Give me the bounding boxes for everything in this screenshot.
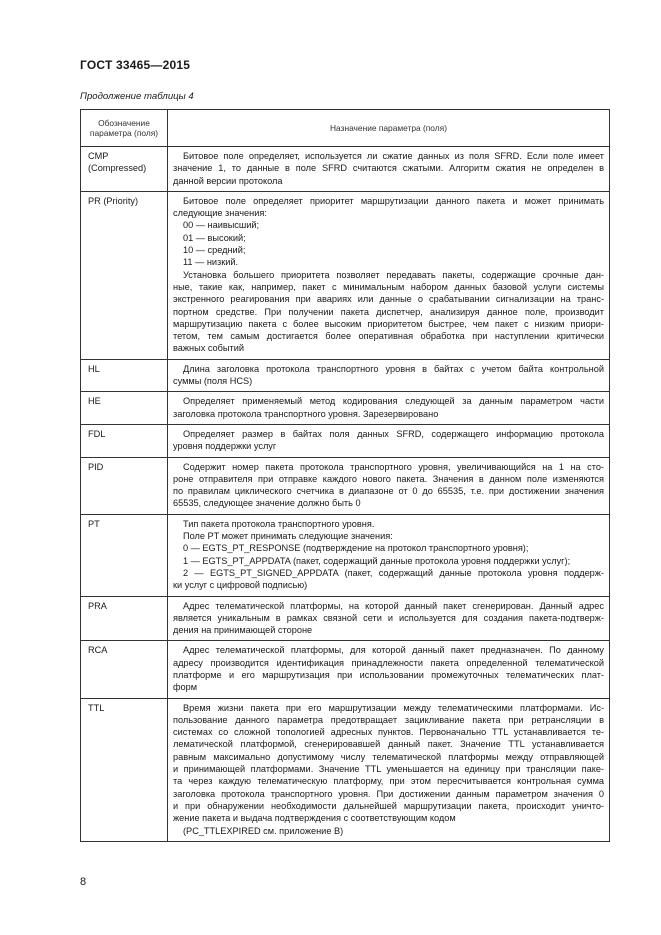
description-line: ные, такие как, например, пакет с минимальным набором данных базовой услуги системы xyxy=(173,281,604,292)
parameter-code: RCA xyxy=(88,645,108,656)
description-line: адресу производится идентификация принадлежности пакета определенной телематической xyxy=(173,657,604,668)
description-line: Адрес телематической платформы, для которой данный пакет предназначен. По данному xyxy=(183,645,604,656)
table-caption: Продолжение таблицы 4 xyxy=(80,91,194,102)
page-number: 8 xyxy=(80,876,87,888)
parameter-description-cell xyxy=(168,698,610,841)
description-line: 11 — низкий. xyxy=(183,257,239,268)
table-row xyxy=(81,596,610,641)
parameter-description-cell xyxy=(168,514,610,596)
description-line: та через каждую телематическую платформу, при этом пересчитывается контрольная сумма xyxy=(173,776,604,787)
description-line: пользование данного параметра предотвращает зацикливание пакета при ретрансляции в xyxy=(173,714,604,725)
description-line: лематической платформой, сгенерировавшей данный пакет. Значение TTL устанавливается xyxy=(173,739,604,750)
parameter-code: PRA xyxy=(88,600,107,611)
parameter-code: PID xyxy=(88,461,104,472)
description-line: Битовое поле определяет приоритет маршрутизации данного пакета и может принимать xyxy=(183,195,604,206)
table-row xyxy=(81,359,610,392)
description-line: портном средстве. При получении пакета диспетчер, анализируя данное поле, производит xyxy=(173,306,604,317)
description-line: тетом, тем самым достигается более оперативная обработка при наступлении критически xyxy=(173,331,604,342)
description-line: ки услуг с цифровой подписью) xyxy=(173,580,308,591)
parameter-code: TTL xyxy=(88,702,105,713)
parameters-table xyxy=(80,109,610,842)
description-line: Поле PT может принимать следующие значения: xyxy=(183,531,393,542)
parameter-description-cell xyxy=(168,147,610,192)
description-line: Тип пакета протокола транспортного уровня. xyxy=(183,518,375,529)
parameter-code-cell xyxy=(81,698,168,841)
description-line: заголовка протокола транспортного уровня. При достижении данным параметром значения 0 xyxy=(173,788,604,799)
description-line: является уникальным в рамках связной сети и используется для создания пакета-подтверж- xyxy=(173,612,604,623)
table-row xyxy=(81,641,610,698)
parameter-description-cell xyxy=(168,596,610,641)
table-row xyxy=(81,147,610,192)
description-line: 65535, следующее значение должно быть 0 xyxy=(173,498,361,509)
parameter-description-cell xyxy=(168,641,610,698)
description-line: по правилам циклического счетчика в диапазоне от 0 до 65535, т.е. при достижении значения xyxy=(173,486,604,497)
description-line: маршрутизацию пакета с более высоким приоритетом быстрее, чем пакет с низким приори- xyxy=(173,318,604,329)
description-line: системах со сложной топологией адресных пунктов. Первоначально TTL устанавливается те- xyxy=(173,727,604,738)
parameter-description-cell xyxy=(168,424,610,457)
description-line: и принимающей платформами. Значение TTL уменьшается на единицу при трансляции паке- xyxy=(173,764,604,775)
description-line: заголовка протокола транспортного уровня. Зарезервировано xyxy=(173,408,439,419)
parameter-code-cell xyxy=(81,392,168,425)
description-line: суммы (поля HCS) xyxy=(173,376,253,387)
description-line: Битовое поле определяет, используется ли сжатие данных из поля SFRD. Если поле имеет xyxy=(183,151,604,161)
description-line: форм xyxy=(173,682,198,693)
description-line: (PC_TTLEXPIRED см. приложение В) xyxy=(183,825,344,836)
parameter-description-cell xyxy=(168,191,610,359)
description-line: важных событий xyxy=(173,343,245,354)
parameter-code-cell xyxy=(81,596,168,641)
description-line: 00 — наивысший; xyxy=(183,220,260,231)
parameter-code-cell xyxy=(81,424,168,457)
parameter-code: CMP xyxy=(88,151,109,161)
description-line: экстренного реагирования при авариях или данные о срабатывании сигнализации на транс- xyxy=(173,294,604,305)
description-line: данной версии протокола xyxy=(173,175,283,186)
parameter-code: PR (Priority) xyxy=(88,195,139,206)
description-line: 1 — EGTS_PT_APPDATA (пакет, содержащий данные протокола уровня поддержки услуг); xyxy=(183,555,571,566)
table-row xyxy=(81,457,610,514)
description-line: Определяет размер в байтах поля данных SFRD, содержащего информацию протокола xyxy=(183,428,604,439)
parameter-code-cell xyxy=(81,641,168,698)
parameter-description-cell xyxy=(168,392,610,425)
description-line: Время жизни пакета при его маршрутизации между телематическими платформами. Ис- xyxy=(183,702,604,713)
description-line: Адрес телематической платформы, на которой данный пакет сгенерирован. Данный адрес xyxy=(183,600,604,611)
description-line: равным максимально допустимому числу телематической платформы между отправляющей xyxy=(173,751,604,762)
parameter-code-cell xyxy=(81,457,168,514)
parameter-code: FDL xyxy=(88,428,106,439)
description-line: Длина заголовка протокола транспортного уровня в байтах с учетом байта контрольной xyxy=(183,363,604,374)
description-line: платформе и его маршрутизация при использовании промежуточных телематических плат- xyxy=(173,669,604,680)
description-line: 2 — EGTS_PT_SIGNED_APPDATA (пакет, содержащий данные протокола уровня поддерж- xyxy=(183,567,604,578)
description-line: значение 1, то данные в поле SFRD считаются сжатыми. Алгоритм сжатия не определен в xyxy=(173,163,604,174)
parameter-code: PT xyxy=(88,518,100,529)
table-header-row xyxy=(81,110,610,147)
table-row xyxy=(81,392,610,425)
description-line: и при обнаружении необходимости дальнейшей маршрутизации пакета, происходит уничто- xyxy=(173,800,604,811)
header-code: Обозначение параметра (поля) xyxy=(81,110,168,147)
parameter-code-cell xyxy=(81,191,168,359)
table-row xyxy=(81,698,610,841)
description-line: Содержит номер пакета протокола транспортного уровня, увеличивающийся на 1 на сто- xyxy=(183,461,604,472)
description-line: жение пакета и выдача подтверждения с соответствующим кодом xyxy=(173,813,456,824)
parameter-code: HL xyxy=(88,363,100,374)
description-line: Определяет применяемый метод кодирования следующей за данным параметром части xyxy=(183,396,604,407)
description-line: дения на принимающей стороне xyxy=(173,625,313,636)
document-header: ГОСТ 33465—2015 xyxy=(80,58,191,72)
table-row xyxy=(81,514,610,596)
parameter-description-cell xyxy=(168,457,610,514)
header-description: Назначение параметра (поля) xyxy=(168,110,610,147)
description-line: роне отправителя при отправке каждого нового пакета. Значения в данном поле изменяются xyxy=(173,473,604,484)
parameter-code: HE xyxy=(88,396,101,407)
description-line: Установка большего приоритета позволяет передавать пакеты, содержащие срочные дан- xyxy=(183,269,604,280)
table-body xyxy=(81,147,610,842)
parameter-description-cell xyxy=(168,359,610,392)
parameter-code-cell xyxy=(81,359,168,392)
parameter-code: (Compressed) xyxy=(88,163,147,174)
description-line: уровня поддержки услуг xyxy=(173,441,277,452)
parameter-code-cell xyxy=(81,147,168,192)
parameter-code-cell xyxy=(81,514,168,596)
description-line: 01 — высокий; xyxy=(183,232,246,243)
description-line: 10 — средний; xyxy=(183,245,246,256)
description-line: следующие значения: xyxy=(173,208,267,219)
table-row xyxy=(81,191,610,359)
description-line: 0 — EGTS_PT_RESPONSE (подтверждение на протокол транспортного уровня); xyxy=(183,543,529,554)
table-row xyxy=(81,424,610,457)
